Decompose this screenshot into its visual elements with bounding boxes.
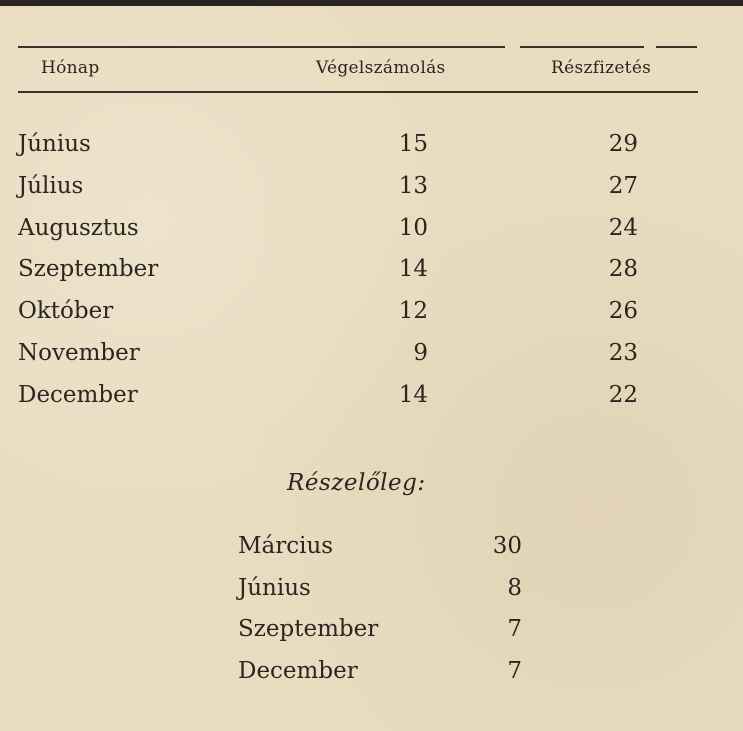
column-header-month: Hónap (41, 58, 100, 78)
month-cell: November (18, 339, 140, 366)
table-row (18, 376, 698, 418)
column-header-partial-payment: Részfizetés (551, 58, 652, 78)
advance-payment-table (238, 528, 522, 694)
table-row (18, 209, 698, 251)
partial-payment-cell: 29 (608, 131, 638, 157)
advance-month-cell: Március (238, 533, 334, 559)
final-settlement-cell: 9 (413, 339, 428, 366)
table-row (18, 250, 698, 292)
month-cell: Július (18, 172, 84, 199)
top-border-rule (0, 0, 743, 6)
advance-value-cell: 8 (507, 574, 522, 601)
table-row (18, 125, 698, 167)
partial-payment-cell: 22 (608, 381, 638, 408)
month-cell: Június (18, 131, 91, 157)
month-cell: Szeptember (18, 256, 159, 283)
final-settlement-cell: 12 (398, 298, 428, 325)
table-row (18, 292, 698, 334)
final-settlement-cell: 14 (398, 256, 428, 283)
header-bottom-rule (18, 91, 698, 93)
header-top-rule (656, 46, 697, 48)
month-cell: December (18, 381, 138, 408)
final-settlement-cell: 10 (398, 214, 428, 241)
partial-payment-cell: 24 (608, 214, 638, 241)
final-settlement-cell: 13 (398, 172, 428, 199)
partial-payment-cell: 28 (608, 256, 638, 283)
column-header-final-settlement: Végelszámolás (316, 58, 446, 78)
list-item (238, 611, 522, 653)
header-top-rule (520, 46, 644, 48)
partial-payment-cell: 26 (608, 298, 638, 325)
list-item (238, 653, 522, 695)
advance-value-cell: 30 (492, 533, 522, 559)
table-row (18, 167, 698, 209)
advance-month-cell: December (238, 657, 358, 684)
advance-month-cell: Június (238, 574, 311, 601)
advance-value-cell: 7 (507, 616, 522, 642)
advance-value-cell: 7 (507, 657, 522, 684)
final-settlement-cell: 14 (398, 381, 428, 408)
payment-table (18, 125, 698, 418)
list-item (238, 570, 522, 612)
month-cell: Október (18, 298, 114, 325)
advance-payment-title: Részelőleg: (287, 470, 426, 496)
partial-payment-cell: 23 (608, 339, 638, 366)
partial-payment-cell: 27 (608, 172, 638, 199)
table-row (18, 334, 698, 376)
list-item (238, 528, 522, 570)
header-top-rule (18, 46, 505, 48)
advance-month-cell: Szeptember (238, 616, 379, 642)
final-settlement-cell: 15 (398, 131, 428, 157)
month-cell: Augusztus (18, 214, 139, 241)
